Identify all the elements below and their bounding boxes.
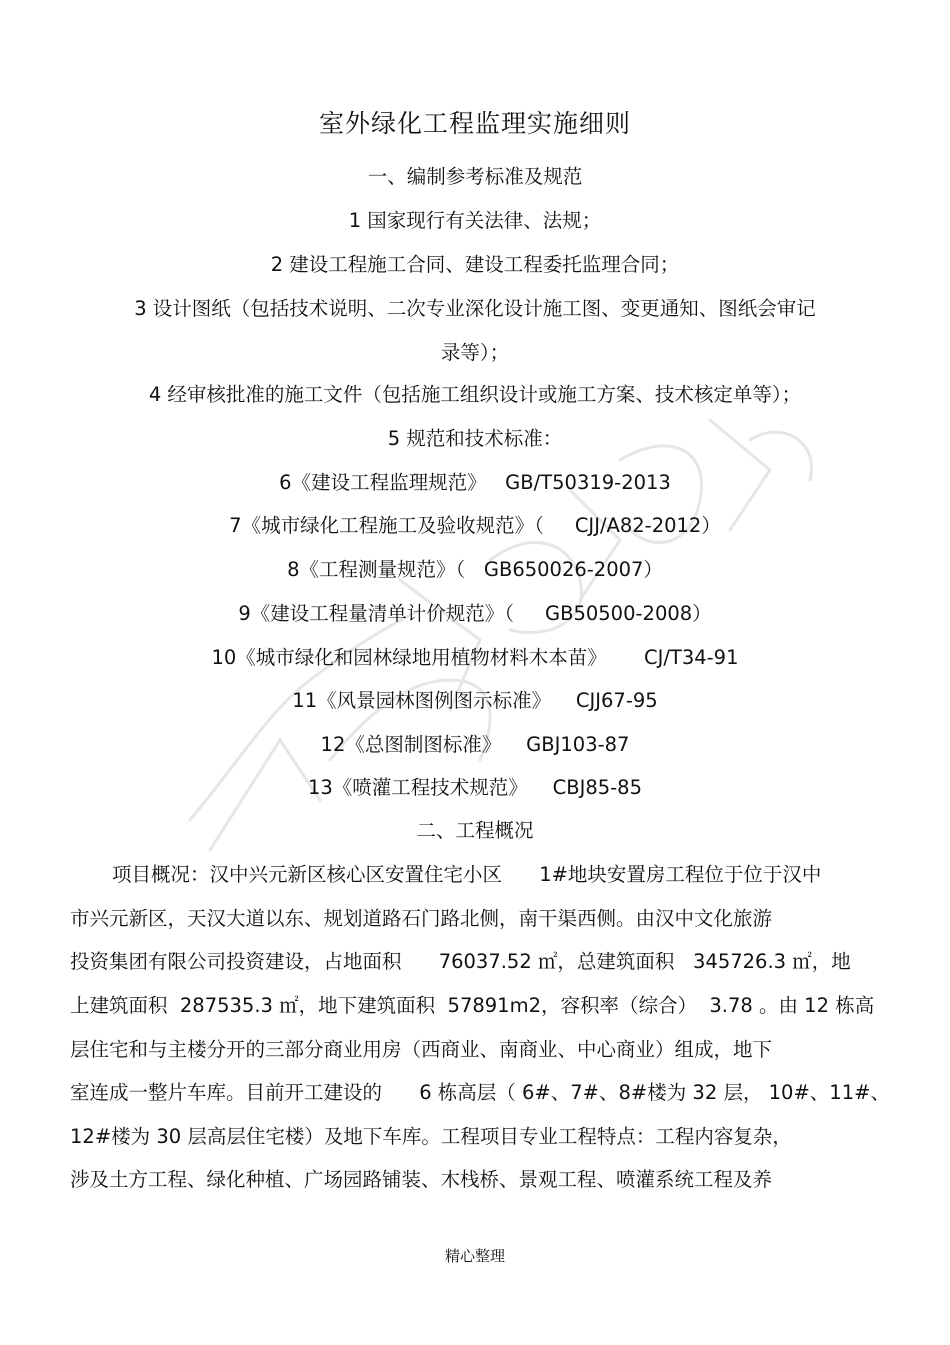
overview-line: 室连成一整片车库。目前开工建设的 6 栋高层（ 6#、7#、8#楼为 32 层， 10#、11#、 bbox=[70, 1081, 890, 1104]
reference-item: 12《总图制图标准》 GBJ103-87 bbox=[320, 733, 630, 756]
page-footer: 精心整理 bbox=[444, 1247, 505, 1265]
overview-line: 投资集团有限公司投资建设，占地面积 76037.52 ㎡，总建筑面积 345726.3 ㎡，地 bbox=[70, 950, 851, 973]
reference-item: 7《城市绿化工程施工及验收规范》（ CJJ/A82-2012） bbox=[229, 514, 721, 537]
reference-item: 13《喷灌工程技术规范》 CBJ85-85 bbox=[307, 776, 642, 799]
reference-item-continuation: 录等）； bbox=[440, 341, 510, 364]
overview-line: 上建筑面积 287535.3 ㎡，地下建筑面积 57891m2，容积率（综合） 3.78 。由 12 栋高 bbox=[70, 994, 875, 1017]
section-heading-overview: 二、工程概况 bbox=[416, 819, 534, 842]
reference-item: 10《城市绿化和园林绿地用植物材料木本苗》 CJ/T34-91 bbox=[211, 646, 739, 669]
reference-item: 5 规范和技术标准： bbox=[387, 427, 563, 450]
reference-item: 3 设计图纸（包括技术说明、二次专业深化设计施工图、变更通知、图纸会审记 bbox=[134, 297, 816, 320]
document-title: 室外绿化工程监理实施细则 bbox=[318, 109, 631, 138]
overview-line: 市兴元新区，天汉大道以东、规划道路石门路北侧，南干渠西侧。由汉中文化旅游 bbox=[70, 907, 773, 930]
reference-item: 8《工程测量规范》（ GB650026-2007） bbox=[287, 558, 663, 581]
overview-line: 项目概况：汉中兴元新区核心区安置住宅小区 1#地块安置房工程位于位于汉中 bbox=[112, 863, 822, 886]
reference-item: 11《风景园林图例图示标准》 CJJ67-95 bbox=[292, 689, 658, 712]
reference-item: 4 经审核批准的施工文件（包括施工组织设计或施工方案、技术核定单等）； bbox=[148, 383, 802, 406]
overview-line: 12#楼为 30 层高层住宅楼）及地下车库。工程项目专业工程特点：工程内容复杂， bbox=[70, 1125, 792, 1148]
overview-line: 涉及土方工程、绿化种植、广场园路铺装、木栈桥、景观工程、喷灌系统工程及养 bbox=[70, 1168, 773, 1191]
reference-item: 6《建设工程监理规范》 GB/T50319-2013 bbox=[279, 471, 671, 494]
reference-item: 2 建设工程施工合同、建设工程委托监理合同； bbox=[270, 253, 680, 276]
overview-line: 层住宅和与主楼分开的三部分商业用房（西商业、南商业、中心商业）组成，地下 bbox=[70, 1038, 773, 1061]
reference-item: 1 国家现行有关法律、法规； bbox=[348, 209, 602, 232]
reference-item: 9《建设工程量清单计价规范》（ GB50500-2008） bbox=[238, 602, 712, 625]
section-heading-references: 一、编制参考标准及规范 bbox=[367, 165, 583, 188]
